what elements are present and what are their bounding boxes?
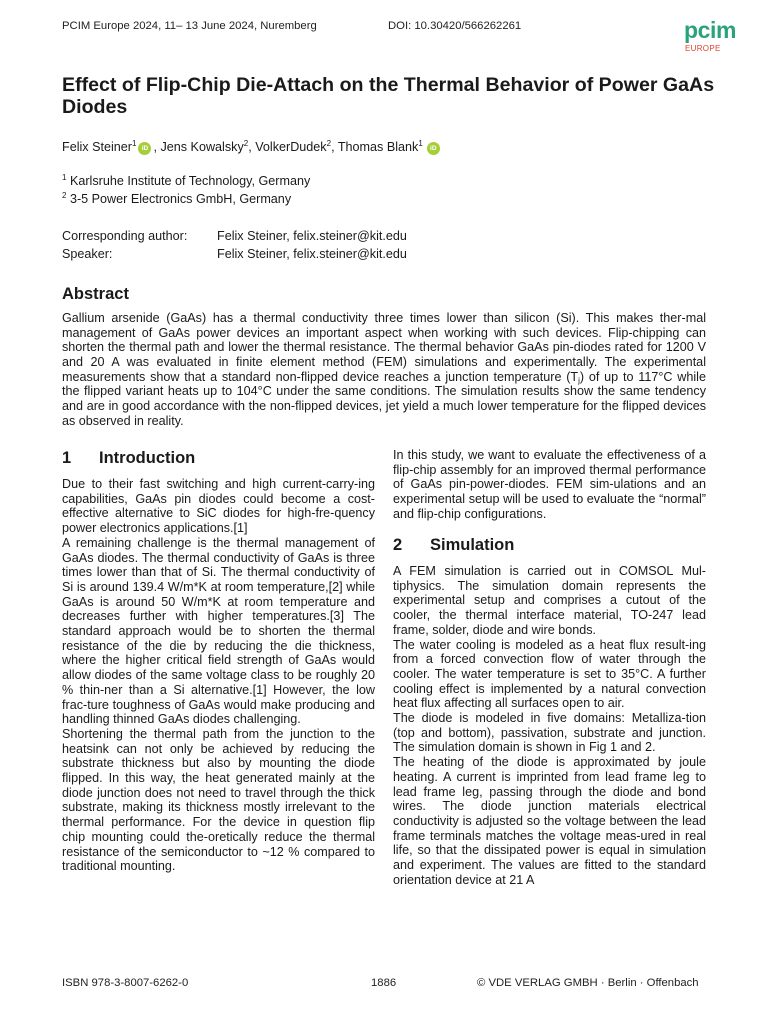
paragraph: The diode is modeled in five domains: Metalliza-tion (top and bottom), passivation, substrate and junction. The simulation domain is shown in Fig 1 and 2. bbox=[393, 711, 706, 755]
conference-info: PCIM Europe 2024, 11– 13 June 2024, Nuremberg bbox=[62, 20, 317, 32]
author: Felix Steiner$^1$ bbox=[62, 139, 137, 154]
abstract-heading: Abstract bbox=[62, 285, 129, 303]
paper-title: Effect of Flip-Chip Die-Attach on the Thermal Behavior of Power GaAs Diodes bbox=[62, 74, 715, 118]
isbn: ISBN 978-3-8007-6262-0 bbox=[62, 977, 189, 989]
introduction-body bbox=[62, 477, 375, 874]
section-heading-introduction: 1 Introduction bbox=[62, 449, 196, 467]
doi[interactable]: DOI: 10.30420/566262261 bbox=[388, 20, 522, 32]
paragraph: In this study, we want to evaluate the effectiveness of a flip-chip assembly for an improved thermal performance of GaAs pin-power-diodes. FEM sim-ulations and an experimental setup will be used to evaluate the “normal” and flip-chip configurations. bbox=[393, 448, 706, 521]
author: Jens Kowalsky$^2$ bbox=[160, 139, 249, 154]
author: Thomas Blank$^1$ bbox=[337, 139, 423, 154]
paragraph: Shortening the thermal path from the junction to the heatsink can not only be achieved by reducing the substrate thickness but also by mounting the diode flipped. In this way, the heat generated mainly at the diode junction does not need to travel through the thick substrate, making its thickness mostly irrelevant to the thermal performance. For the device in question flip chip mounting could the-oretically reduce the thermal resistance of the semiconductor to ~12 % compared to traditional mounting. bbox=[62, 726, 375, 874]
paragraph: Due to their fast switching and high current-carry-ing capabilities, GaAs pin diodes could become a cost-effective alternative to SiC diodes for high-fre-quency power electronics applications.[1] bbox=[62, 477, 375, 536]
orcid-icon[interactable]: iD bbox=[138, 142, 151, 155]
orcid-icon[interactable]: iD bbox=[427, 142, 440, 155]
author-list: Felix Steiner$^1$iD , Jens Kowalsky$^2$, VolkerDudek$^2$, Thomas Blank$^1$iD bbox=[62, 140, 442, 155]
paragraph: A remaining challenge is the thermal management of GaAs diodes. The thermal conductivity of GaAs is three times lower than that of Si. The thermal conductivity of Si is around 139.4 W/m*K at room temperature,[2] while GaAs is around 50 W/m*K at room temperature and decreases further with higher temperatures.[3] The standard approach would be to shorten the thermal resistance of the die by reducing the die thickness, where the higher critical field strength of GaAs would allow diodes of the same voltage class to be roughly 20 % thin-ner than a Si alternative.[1] However, the low frac-ture toughness of GaAs would make producing and handling thinned GaAs diodes challenging. bbox=[62, 535, 375, 727]
page-number: 1886 bbox=[371, 977, 397, 989]
paragraph: A FEM simulation is carried out in COMSOL Mul-tiphysics. The simulation domain represents the experimental setup and comprises a cutout of the cooler, the thermal interface material, TO-247 lead frame, solder, diode and wire bonds. bbox=[393, 564, 706, 637]
affiliation: $^1$ Karlsruhe Institute of Technology, Germany bbox=[62, 173, 311, 188]
publisher: © VDE VERLAG GMBH · Berlin · Offenbach bbox=[477, 977, 699, 989]
introduction-continued bbox=[393, 448, 706, 522]
pcim-logo: pcim bbox=[684, 17, 737, 43]
simulation-body bbox=[393, 564, 706, 887]
pcim-logo-subtitle: EUROPE bbox=[685, 44, 721, 53]
speaker: Speaker: Felix Steiner, felix.steiner@kit.edu bbox=[62, 247, 407, 261]
author: VolkerDudek$^2$ bbox=[255, 139, 332, 154]
corresponding-author: Corresponding author: Felix Steiner, felix.steiner@kit.edu bbox=[62, 229, 407, 243]
affiliation: $^2$ 3-5 Power Electronics GmbH, Germany bbox=[62, 191, 292, 206]
section-heading-simulation: 2 Simulation bbox=[393, 536, 515, 554]
abstract-text: Gallium arsenide (GaAs) has a thermal conductivity three times lower than silicon (Si). This makes ther-mal management of GaAs power devices an important aspect when working with such devices. Flip-chipping can shorten the thermal path and lower the thermal resistance. The thermal behavior GaAs pin-diodes rated for 1200 V and 20 A was evaluated in finite element method (FEM) simulations and experimentally. The experimental measurements show that a standard non-flipped device reaches a junction temperature $(T_j)$ of up to 117°C while the flipped variant heats up to 104°C under the same conditions. The simulation results show the same tendency and are in good accordance with the non-flipped devices, jet yield a much lower temperature for the flipped devices as observed in reality. bbox=[62, 311, 706, 428]
paragraph: The heating of the diode is approximated by joule heating. A current is imprinted from lead frame leg to lead frame leg, passing through the diode and bond wires. The diode junction materials electrical conductivity is adjusted so the voltage between the lead frame terminals matches the voltage meas-ured in real life, so that the dissipated power is equal in simulation and experiment. The values are fitted to the standard orientation device at 21 A bbox=[393, 755, 706, 887]
paragraph: The water cooling is modeled as a heat flux result-ing from a forced convection flow of water through the cooler. The water temperature is set to 35°C. A further cooling effect is implemented by a natural convection heat flux affecting all surfaces open to air. bbox=[393, 637, 706, 711]
